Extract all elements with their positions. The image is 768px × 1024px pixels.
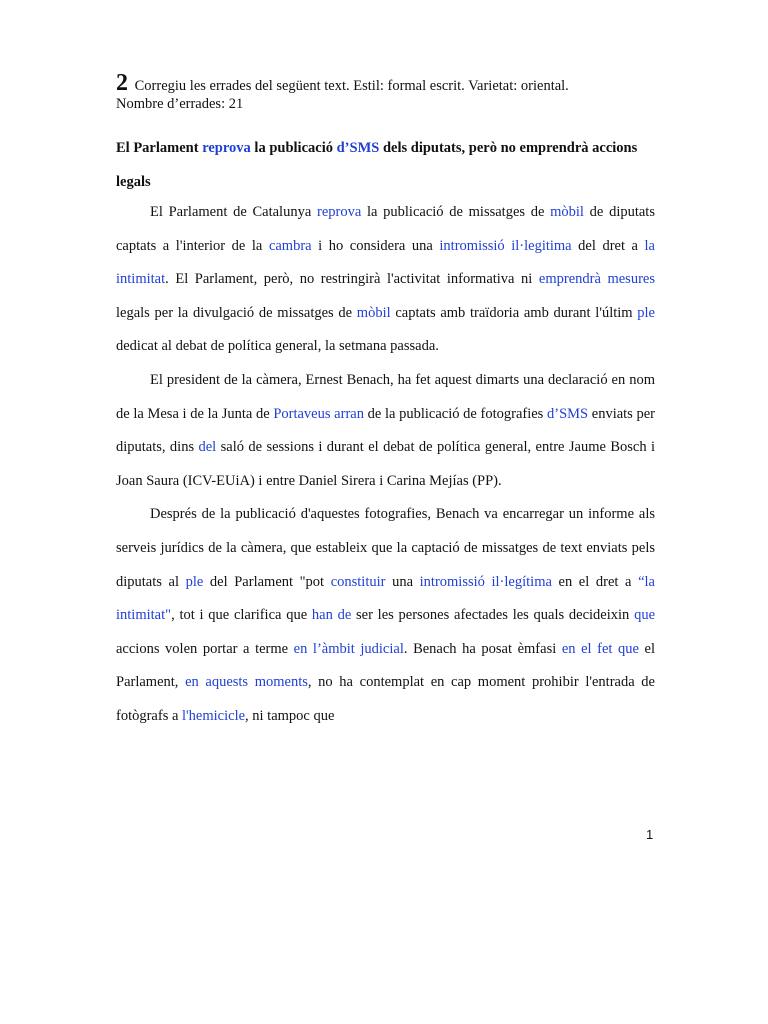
highlighted-term: ple [185,573,204,590]
text-run: El Parlament de Catalunya [150,204,317,220]
text-run: la publicació de missatges de [361,204,551,220]
text-run: una [385,573,420,590]
paragraph [116,196,655,364]
highlighted-term: mòbil [356,304,391,321]
highlighted-term: l'hemicicle [182,707,246,724]
highlighted-term: “la intimitat" [116,573,655,624]
text-run: en el dret a [551,573,639,590]
highlighted-term: intromissió il·legitima [439,237,572,254]
highlighted-term: d’SMS [336,140,380,156]
text-run: El Parlament [116,140,203,156]
paragraph [116,498,655,733]
highlighted-term: Portaveus arran [273,405,364,422]
text-run: captats amb traïdoria amb durant l'últim [390,304,638,321]
text-run: saló de sessions i durant el debat de política general, entre Jaume Bosch i Joan Saura (ICV-EUiA) i entre Daniel Sirera i Carina Mejías (PP). [116,439,655,489]
errors-count: Nombre d’errades: 21 [116,96,244,112]
text-run: Després de la publicació d'aquestes fotografies, Benach va encarregar un informe als serveis jurídics de la càmera, que estableix que la captació de missatges de text enviats pels diputats al [116,506,655,590]
highlighted-term: mòbil [550,204,584,220]
highlighted-term: cambra [268,237,312,254]
text-run: i ho considera una [311,237,440,254]
highlighted-term: en aquests moments [185,674,308,691]
text-run: la publicació [250,140,337,156]
text-run: dels diputats, però no emprendrà accions legals [116,140,638,190]
exercise-header [116,70,656,113]
highlighted-term: d’SMS [546,405,589,422]
text-run: El president de la càmera, Ernest Benach, ha fet aquest dimarts una declaració en nom de la Mesa i de la Junta de [116,371,655,422]
page-number: 1 [646,827,654,842]
highlighted-term: la intimitat [116,237,655,288]
text-run: accions volen portar a terme [116,640,294,657]
exercise-number: 2 [116,70,128,96]
highlighted-term: del [198,439,217,456]
highlighted-term: han de [311,607,352,624]
text-run: ser les persones afectades les quals decideixin [351,607,635,624]
highlighted-term: intromissió il·legítima [419,573,552,590]
highlighted-term: reprova [202,140,251,156]
text-run: legals per la divulgació de missatges de [116,304,357,321]
highlighted-term: constituir [330,573,386,590]
highlighted-term: ple [637,304,655,321]
highlighted-term: en el fet que [561,640,639,657]
text-run: . El Parlament, però, no restringirà l'activitat informativa ni [165,271,539,288]
text-run: de diputats captats a l'interior de la [116,204,655,254]
text-run: enviats per diputats, dins [116,405,656,456]
text-run: , ni tampoc que [245,707,335,724]
text-run: , no ha contemplat en cap moment prohibir l'entrada de fotògrafs a [116,674,655,724]
highlighted-term: reprova [316,204,362,220]
article-title [116,131,656,199]
highlighted-term: emprendrà mesures [538,271,655,288]
highlighted-term: que [634,607,655,624]
text-run: de la publicació de fotografies [363,405,547,422]
text-run: dedicat al debat de política general, la setmana passada. [116,338,439,355]
text-run: . Benach ha posat èmfasi [403,640,562,657]
highlighted-term: en l’àmbit judicial [293,640,404,657]
article-body [116,196,655,734]
text-run: del Parlament "pot [203,573,331,590]
text-run: del dret a [571,237,645,254]
paragraph [116,364,655,498]
exercise-instruction: Corregiu les errades del següent text. Estil: formal escrit. Varietat: oriental. [134,78,569,94]
text-run: el Parlament, [116,640,655,691]
text-run: , tot i que clarifica que [171,607,312,624]
